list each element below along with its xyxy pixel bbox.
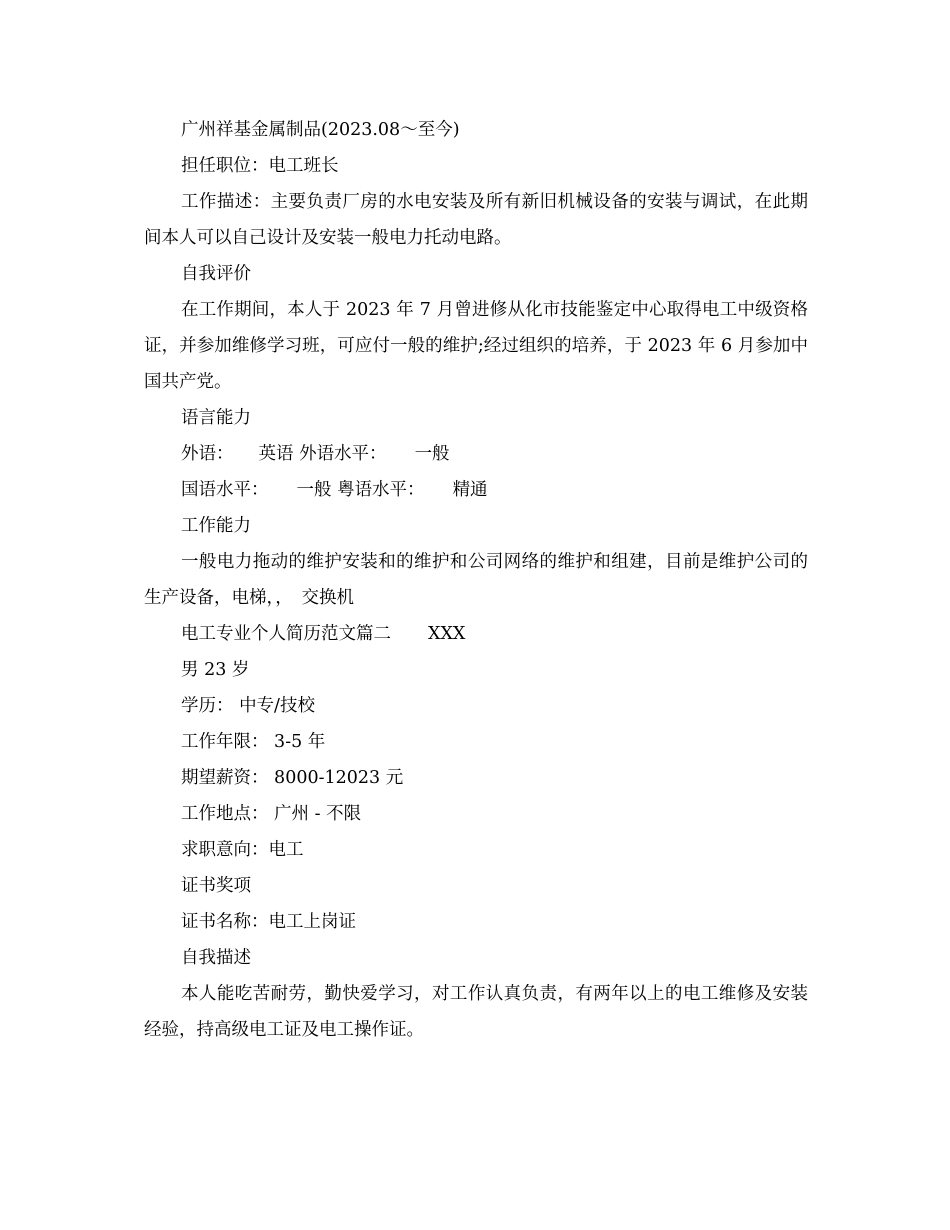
- certificate-name: 证书名称：电工上岗证: [181, 912, 356, 932]
- foreign-language-level: 一般: [414, 444, 450, 464]
- foreign-language-value: 英语 外语水平：: [258, 444, 387, 464]
- resume-title-row: [144, 616, 808, 652]
- mandarin-label: 国语水平：: [181, 480, 269, 500]
- section-work-ability: 工作能力: [181, 516, 251, 536]
- self-evaluation-text: 在工作期间，本人于 2023 年 7 月曾进修从化市技能鉴定中心取得电工中级资格证，并参加维修学习班，可应付一般的维护;经过组织的培养，于 2023 年 6 月参加中国共产党。: [144, 300, 808, 392]
- section-self-description: 自我描述: [181, 948, 251, 968]
- mandarin-value: 一般 粤语水平：: [296, 480, 425, 500]
- position: 担任职位：电工班长: [181, 156, 339, 176]
- foreign-language-label: 外语：: [181, 444, 234, 464]
- work-location: 工作地点： 广州 - 不限: [181, 804, 362, 824]
- education: 学历： 中专/技校: [181, 696, 315, 716]
- section-certificates: 证书奖项: [181, 876, 251, 896]
- cantonese-level: 精通: [452, 480, 488, 500]
- work-description: 工作描述：主要负责厂房的水电安装及所有新旧机械设备的安装与调试，在此期间本人可以自己设计及安装一般电力托动电路。: [144, 192, 808, 248]
- mandarin-row: [144, 472, 808, 508]
- work-ability-text: 一般电力拖动的维护安装和的维护和公司网络的维护和组建，目前是维护公司的生产设备，电梯，， 交换机: [144, 552, 808, 608]
- resume-title: 电工专业个人简历范文篇二: [181, 624, 391, 644]
- work-years: 工作年限： 3-5 年: [181, 732, 326, 752]
- document-body: [144, 112, 808, 1048]
- job-intention: 求职意向：电工: [181, 840, 304, 860]
- gender-age: 男 23 岁: [181, 660, 250, 680]
- foreign-language-row: [144, 436, 808, 472]
- section-self-evaluation: 自我评价: [181, 264, 251, 284]
- section-language: 语言能力: [181, 408, 251, 428]
- self-description-text: 本人能吃苦耐劳，勤快爱学习，对工作认真负责，有两年以上的电工维修及安装经验，持高级电工证及电工操作证。: [144, 984, 808, 1040]
- company-period: 广州祥基金属制品(2023.08～至今): [181, 120, 460, 140]
- expected-salary: 期望薪资： 8000-12023 元: [181, 768, 404, 788]
- resume-name: XXX: [428, 624, 466, 644]
